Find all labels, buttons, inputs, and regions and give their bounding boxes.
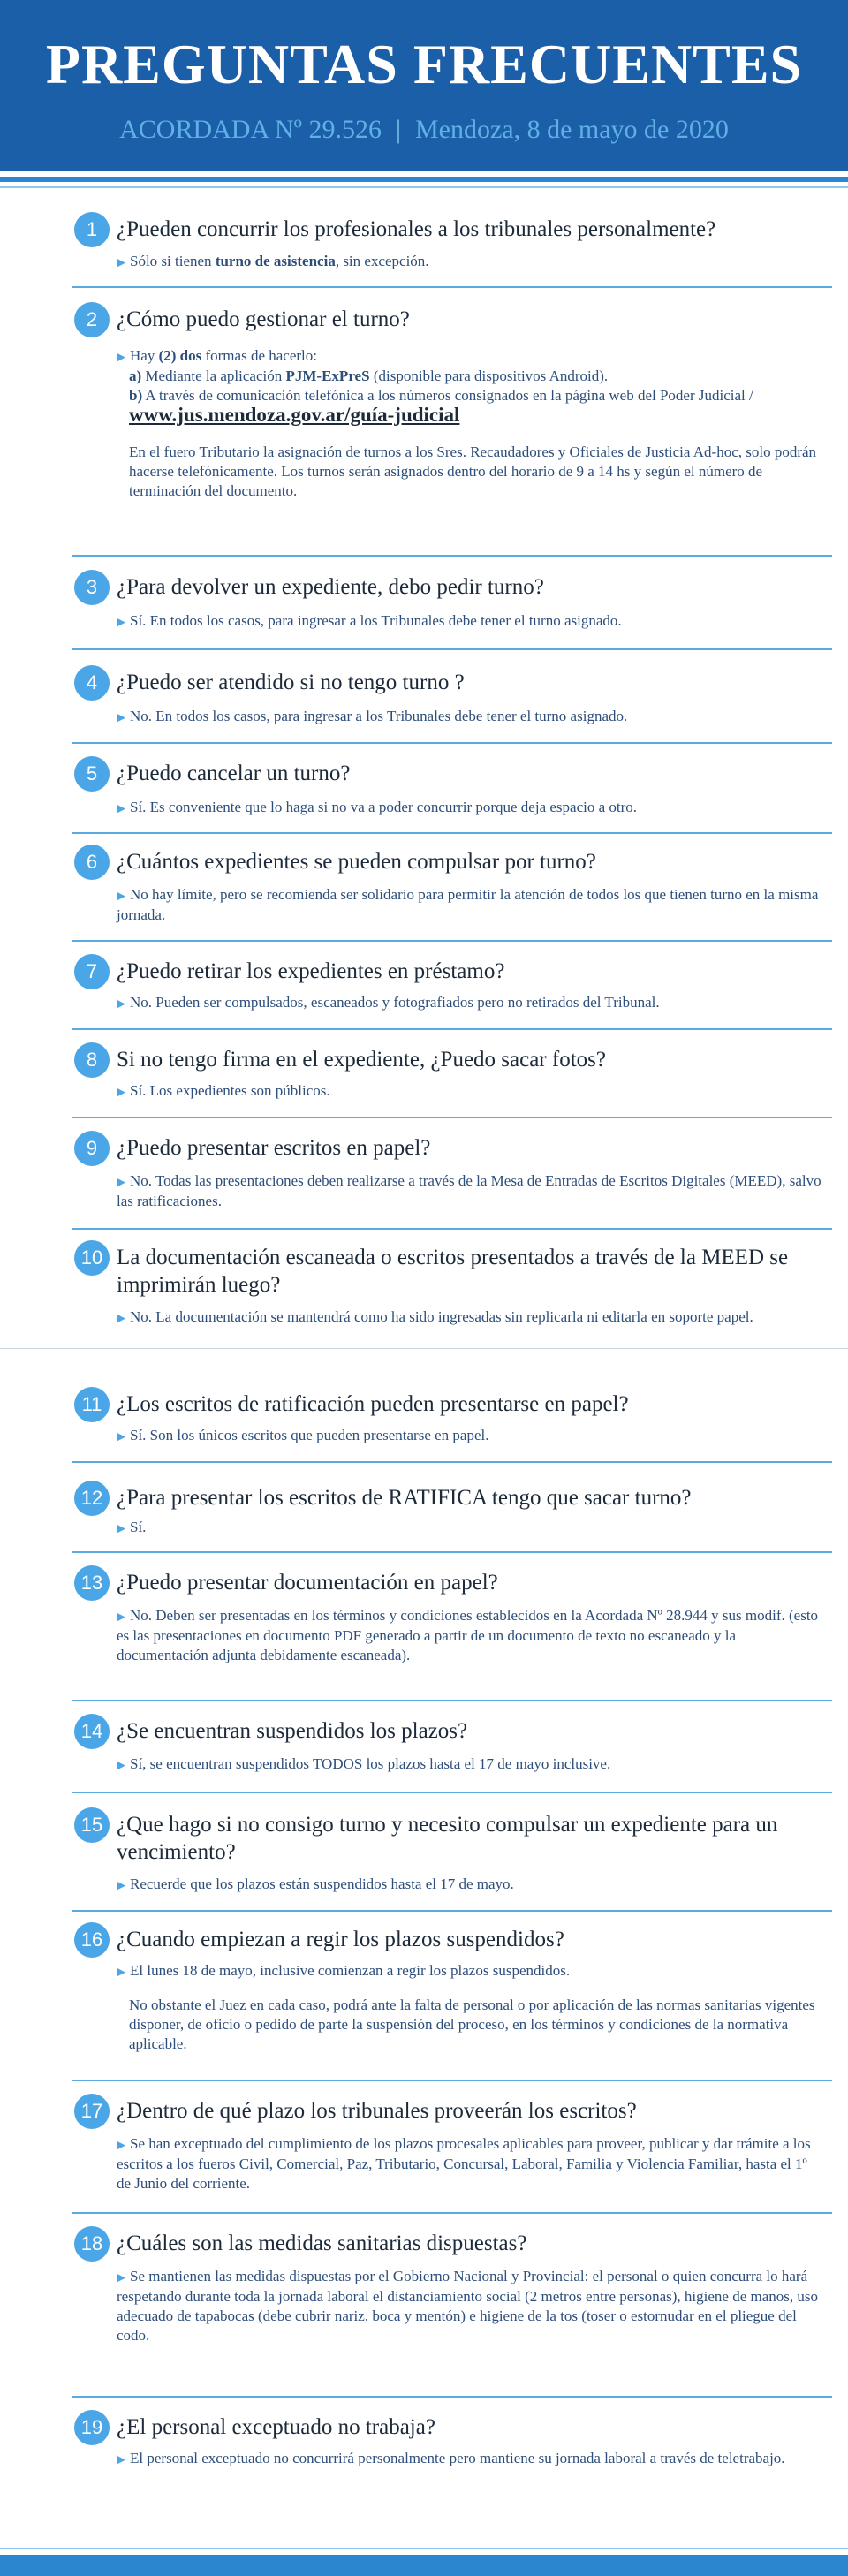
divider: [72, 940, 832, 942]
question: ¿Cuando empiezan a regir los plazos suspendidos?: [117, 1928, 564, 1951]
answer: [117, 2267, 823, 2345]
question: ¿Puedo presentar escritos en papel?: [117, 1136, 431, 1160]
question: ¿Cuántos expedientes se pueden compulsar por turno?: [117, 850, 596, 874]
divider: [72, 648, 832, 650]
number-badge: 14: [74, 1714, 110, 1749]
footer-bar: [0, 2555, 848, 2576]
page-fold: [0, 1348, 848, 1349]
page-title: PREGUNTAS FRECUENTES: [45, 33, 803, 95]
bullet-icon: ▶: [117, 889, 125, 902]
divider: [72, 742, 832, 744]
answer-text: Se han exceptuado del cumplimiento de los plazos procesales aplicables para proveer, publicar y dar trámite a los escritos a los fueros Civil, Comercial, Paz, Tributario, Concursal, Laboral, Familia y Violencia Familiar, hasta el 1º de Junio del corriente.: [117, 2135, 811, 2192]
answer-text: Recuerde que los plazos están suspendidos hasta el 17 de mayo.: [130, 1875, 514, 1892]
number-badge: 13: [74, 1565, 110, 1601]
answer-text: Sí, se encuentran suspendidos TODOS los plazos hasta el 17 de mayo inclusive.: [130, 1755, 611, 1772]
bullet-icon: ▶: [117, 1965, 125, 1978]
answer: [117, 1307, 823, 1346]
answer-text: No. Deben ser presentadas en los términos y condiciones establecidos en la Acordada Nº 28.944 y sus modif. (esto es las presentaciones en documento PDF generado a partir de un documento de texto no escaneado y la documentación adjunta debidamente escaneada).: [117, 1607, 819, 1663]
divider: [72, 1228, 832, 1230]
answer-text: Se mantienen las medidas dispuestas por el Gobierno Nacional y Provincial: el personal o quien concurra lo hará respetando durante toda la jornada laboral el distanciamiento social (2 metros entre personas), higiene de manos, uso adecuado de tapabocas (debe cubrir nariz, boca y mentón) e higiene de la tos (toser o estornudar en el pliegue del codo.: [117, 2268, 819, 2344]
answer: [117, 798, 823, 818]
answer-text: Hay: [130, 347, 159, 364]
number-badge: 9: [74, 1131, 110, 1166]
app-name: PJM-ExPreS: [285, 367, 370, 384]
bullet-icon: ▶: [117, 1175, 125, 1188]
answer-text: El personal exceptuado no concurrirá personalmente pero mantiene su jornada laboral a través de teletrabajo.: [130, 2450, 785, 2466]
bullet-icon: ▶: [117, 801, 125, 814]
header-stripe: [0, 177, 848, 182]
divider: [72, 2080, 832, 2081]
answer: [117, 2134, 823, 2193]
guia-judicial-link[interactable]: www.jus.mendoza.gov.ar/guía-judicial: [129, 404, 460, 426]
number-badge: 16: [74, 1922, 110, 1958]
header-stripe-thin: [0, 186, 848, 188]
subtitle-separator: |: [395, 115, 401, 144]
divider: [72, 832, 832, 834]
divider: [72, 1910, 832, 1912]
answer-text: formas de hacerlo:: [201, 347, 317, 364]
answer: [117, 1426, 823, 1446]
option-letter: b): [129, 387, 143, 404]
bullet-icon: ▶: [117, 1610, 125, 1623]
question: ¿Puedo presentar documentación en papel?: [117, 1571, 498, 1595]
number-badge: 19: [74, 2410, 110, 2445]
number-badge: 6: [74, 845, 110, 880]
question: ¿Para devolver un expediente, debo pedir turno?: [117, 575, 544, 599]
bullet-icon: ▶: [117, 996, 125, 1010]
question: ¿Pueden concurrir los profesionales a los tribunales personalmente?: [117, 217, 716, 241]
bullet-icon: ▶: [117, 710, 125, 724]
bullet-icon: ▶: [117, 1758, 125, 1771]
answer-text: A través de comunicación telefónica a los números consignados en la página web del Poder Judicial /: [142, 387, 753, 404]
answer-note: No obstante el Juez en cada caso, podrá ante la falta de personal o por aplicación de las normas sanitarias vigentes disponer, de oficio o pedido de parte la suspensión del proceso, en los términos y condiciones de la normativa aplicable.: [129, 1996, 815, 2052]
bullet-icon: ▶: [117, 2270, 125, 2284]
question: Si no tengo firma en el expediente, ¿Puedo sacar fotos?: [117, 1048, 606, 1072]
answer-text: Sí. Es conveniente que lo haga si no va a poder concurrir porque deja espacio a otro.: [130, 799, 638, 815]
page-subtitle: [0, 115, 848, 145]
number-badge: 3: [74, 570, 110, 605]
number-badge: 12: [74, 1481, 110, 1516]
bullet-icon: ▶: [117, 2138, 125, 2151]
answer: [117, 885, 823, 925]
question: La documentación escaneada o escritos presentados a través de la MEED se imprimirán luego?: [117, 1246, 789, 1297]
answer-text: Sólo si tienen: [130, 253, 216, 269]
number-badge: 10: [74, 1240, 110, 1276]
number-badge: 17: [74, 2094, 110, 2129]
bullet-icon: ▶: [117, 615, 125, 628]
number-badge: 15: [74, 1807, 110, 1843]
bullet-icon: ▶: [117, 255, 125, 269]
question: ¿Cuáles son las medidas sanitarias dispuestas?: [117, 2231, 527, 2255]
bullet-icon: ▶: [117, 2452, 125, 2466]
answer-text: No. Pueden ser compulsados, escaneados y fotografiados pero no retirados del Tribunal.: [130, 994, 660, 1011]
footer-stripe-thin: [0, 2548, 848, 2549]
answer: [117, 346, 823, 501]
answer-text: No hay límite, pero se recomienda ser solidario para permitir la atención de todos los que tienen turno en la misma jornada.: [117, 886, 819, 923]
question: ¿Los escritos de ratificación pueden presentarse en papel?: [117, 1392, 629, 1416]
answer-note: En el fuero Tributario la asignación de turnos a los Sres. Recaudadores y Oficiales de Justicia Ad-hoc, solo podrán hacerse telefónicamente. Los turnos serán asignados dentro del horario de 9 a 14 hs y según el número de terminación del documento.: [129, 443, 817, 499]
answer-text: Sí. Los expedientes son públicos.: [130, 1082, 330, 1099]
question: ¿Que hago si no consigo turno y necesito compulsar un expediente para un vencimiento?: [117, 1813, 778, 1864]
number-badge: 8: [74, 1042, 110, 1078]
divider: [72, 1117, 832, 1118]
bullet-icon: ▶: [117, 1311, 125, 1324]
answer-text: (disponible para dispositivos Android).: [369, 367, 609, 384]
divider: [72, 286, 832, 288]
question: ¿Puedo ser atendido si no tengo turno ?: [117, 671, 465, 694]
bullet-icon: ▶: [117, 1521, 125, 1534]
option-letter: a): [129, 367, 142, 384]
question: ¿Puedo retirar los expedientes en préstamo?: [117, 959, 505, 983]
divider: [72, 2396, 832, 2398]
question: ¿El personal exceptuado no trabaja?: [117, 2415, 435, 2439]
answer-text: No. Todas las presentaciones deben realizarse a través de la Mesa de Entradas de Escritos Digitales (MEED), salvo las ratificaciones.: [117, 1172, 822, 1209]
answer: [117, 1081, 823, 1102]
divider: [72, 555, 832, 557]
answer-bold: turno de asistencia: [215, 253, 336, 269]
number-badge: 18: [74, 2226, 110, 2262]
divider: [72, 1700, 832, 1701]
number-badge: 4: [74, 665, 110, 701]
answer-text: Sí.: [130, 1519, 147, 1535]
page-header: [0, 0, 848, 171]
answer: [117, 2449, 823, 2469]
question: ¿Cómo puedo gestionar el turno?: [117, 307, 410, 331]
divider: [72, 1792, 832, 1793]
bullet-icon: ▶: [117, 350, 125, 363]
number-badge: 7: [74, 954, 110, 989]
answer: [117, 993, 823, 1013]
answer-text: , sin excepción.: [335, 253, 429, 269]
bullet-icon: ▶: [117, 1878, 125, 1891]
question: ¿Para presentar los escritos de RATIFICA tengo que sacar turno?: [117, 1486, 692, 1510]
answer-text: No. En todos los casos, para ingresar a los Tribunales debe tener el turno asignado.: [130, 708, 628, 724]
divider: [72, 2212, 832, 2214]
answer: [117, 1518, 823, 1538]
number-badge: 2: [74, 302, 110, 337]
answer-bold: (2) dos: [158, 347, 202, 364]
answer: [117, 1961, 823, 2063]
answer-text: Sí. En todos los casos, para ingresar a los Tribunales debe tener el turno asignado.: [130, 612, 622, 629]
divider: [72, 1028, 832, 1030]
question: ¿Puedo cancelar un turno?: [117, 761, 351, 785]
answer-text: El lunes 18 de mayo, inclusive comienzan a regir los plazos suspendidos.: [130, 1962, 571, 1979]
number-badge: 11: [74, 1387, 110, 1422]
bullet-icon: ▶: [117, 1085, 125, 1098]
answer: [117, 1606, 823, 1665]
answer: [117, 1171, 823, 1211]
question: ¿Dentro de qué plazo los tribunales proveerán los escritos?: [117, 2099, 637, 2123]
answer: [117, 1754, 823, 1775]
number-badge: 1: [74, 212, 110, 247]
number-badge: 5: [74, 756, 110, 792]
acordada-label: ACORDADA Nº 29.526: [119, 115, 382, 144]
answer-text: Sí. Son los únicos escritos que pueden presentarse en papel.: [130, 1427, 489, 1443]
answer: [117, 707, 823, 727]
question: ¿Se encuentran suspendidos los plazos?: [117, 1719, 468, 1743]
divider: [72, 1551, 832, 1553]
divider: [72, 1461, 832, 1463]
date-label: Mendoza, 8 de mayo de 2020: [414, 115, 729, 144]
answer-text: Mediante la aplicación: [141, 367, 286, 384]
bullet-icon: ▶: [117, 1429, 125, 1443]
answer-text: No. La documentación se mantendrá como ha sido ingresadas sin replicarla ni editarla en soporte papel.: [130, 1308, 753, 1325]
answer: [117, 611, 823, 632]
answer: [117, 1875, 823, 1895]
answer: [117, 252, 823, 272]
